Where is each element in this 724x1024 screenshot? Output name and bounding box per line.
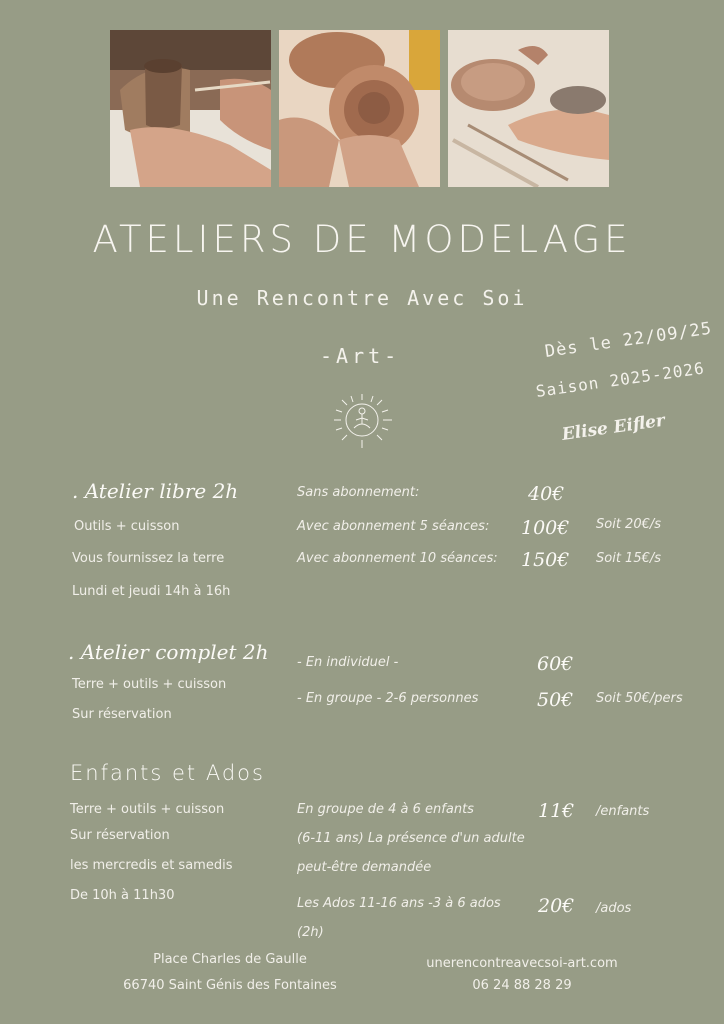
clay-tools-photo [448,30,609,187]
clay-pot-hands-photo [110,30,271,187]
atelier-libre-title: . Atelier libre 2h [72,479,239,503]
ados-label: (2h) [297,925,324,940]
option-label: - En individuel - [297,655,399,670]
option-label: Avec abonnement 5 séances: [297,519,490,534]
group-label: En groupe de 4 à 6 enfants [297,802,474,817]
ados-price: 20€ [538,895,575,917]
atelier-libre-detail: Lundi et jeudi 14h à 16h [72,584,231,599]
meditating-sun-icon [326,390,398,458]
option-label: - En groupe - 2-6 personnes [297,691,479,706]
clay-rose-photo [279,30,440,187]
signature: Elise Eifler [560,410,667,445]
address-line: 66740 Saint Génis des Fontaines [123,978,337,993]
group-label: (6-11 ans) La présence d'un adulte [297,831,525,846]
enfants-detail: Terre + outils + cuisson [70,802,225,817]
option-note: Soit 20€/s [596,517,662,532]
option-price: 150€ [521,549,570,571]
atelier-complet-detail: Terre + outils + cuisson [72,677,227,692]
subtitle: Une Rencontre Avec Soi [196,286,528,310]
atelier-libre-detail: Vous fournissez la terre [72,551,225,566]
ados-unit: /ados [596,901,632,916]
season-label: Saison 2025-2026 [534,358,706,401]
option-note: Soit 15€/s [596,551,662,566]
option-note: Soit 50€/pers [596,691,683,706]
enfants-detail: De 10h à 11h30 [70,888,175,903]
enfants-detail: Sur réservation [70,828,170,843]
atelier-complet-title: . Atelier complet 2h [68,640,269,664]
phone-number[interactable]: 06 24 88 28 29 [472,978,572,993]
option-label: Avec abonnement 10 séances: [297,551,498,566]
website-link[interactable]: unerencontreavecsoi-art.com [426,956,618,971]
group-price: 11€ [538,800,575,822]
enfants-title: Enfants et Ados [70,761,265,785]
atelier-libre-detail: Outils + cuisson [74,519,180,534]
enfants-detail: les mercredis et samedis [70,858,233,873]
art-label: -Art- [320,344,401,368]
group-unit: /enfants [596,804,650,819]
start-date: Dès le 22/09/25 [543,318,714,362]
option-price: 50€ [537,689,574,711]
address-line: Place Charles de Gaulle [153,952,307,967]
page-title: ATELIERS DE MODELAGE [92,218,632,261]
atelier-complet-detail: Sur réservation [72,707,172,722]
option-price: 60€ [537,653,574,675]
option-label: Sans abonnement: [297,485,420,500]
ados-label: Les Ados 11-16 ans -3 à 6 ados [297,896,501,911]
option-price: 40€ [528,483,565,505]
option-price: 100€ [521,517,570,539]
group-label: peut-être demandée [297,860,432,875]
